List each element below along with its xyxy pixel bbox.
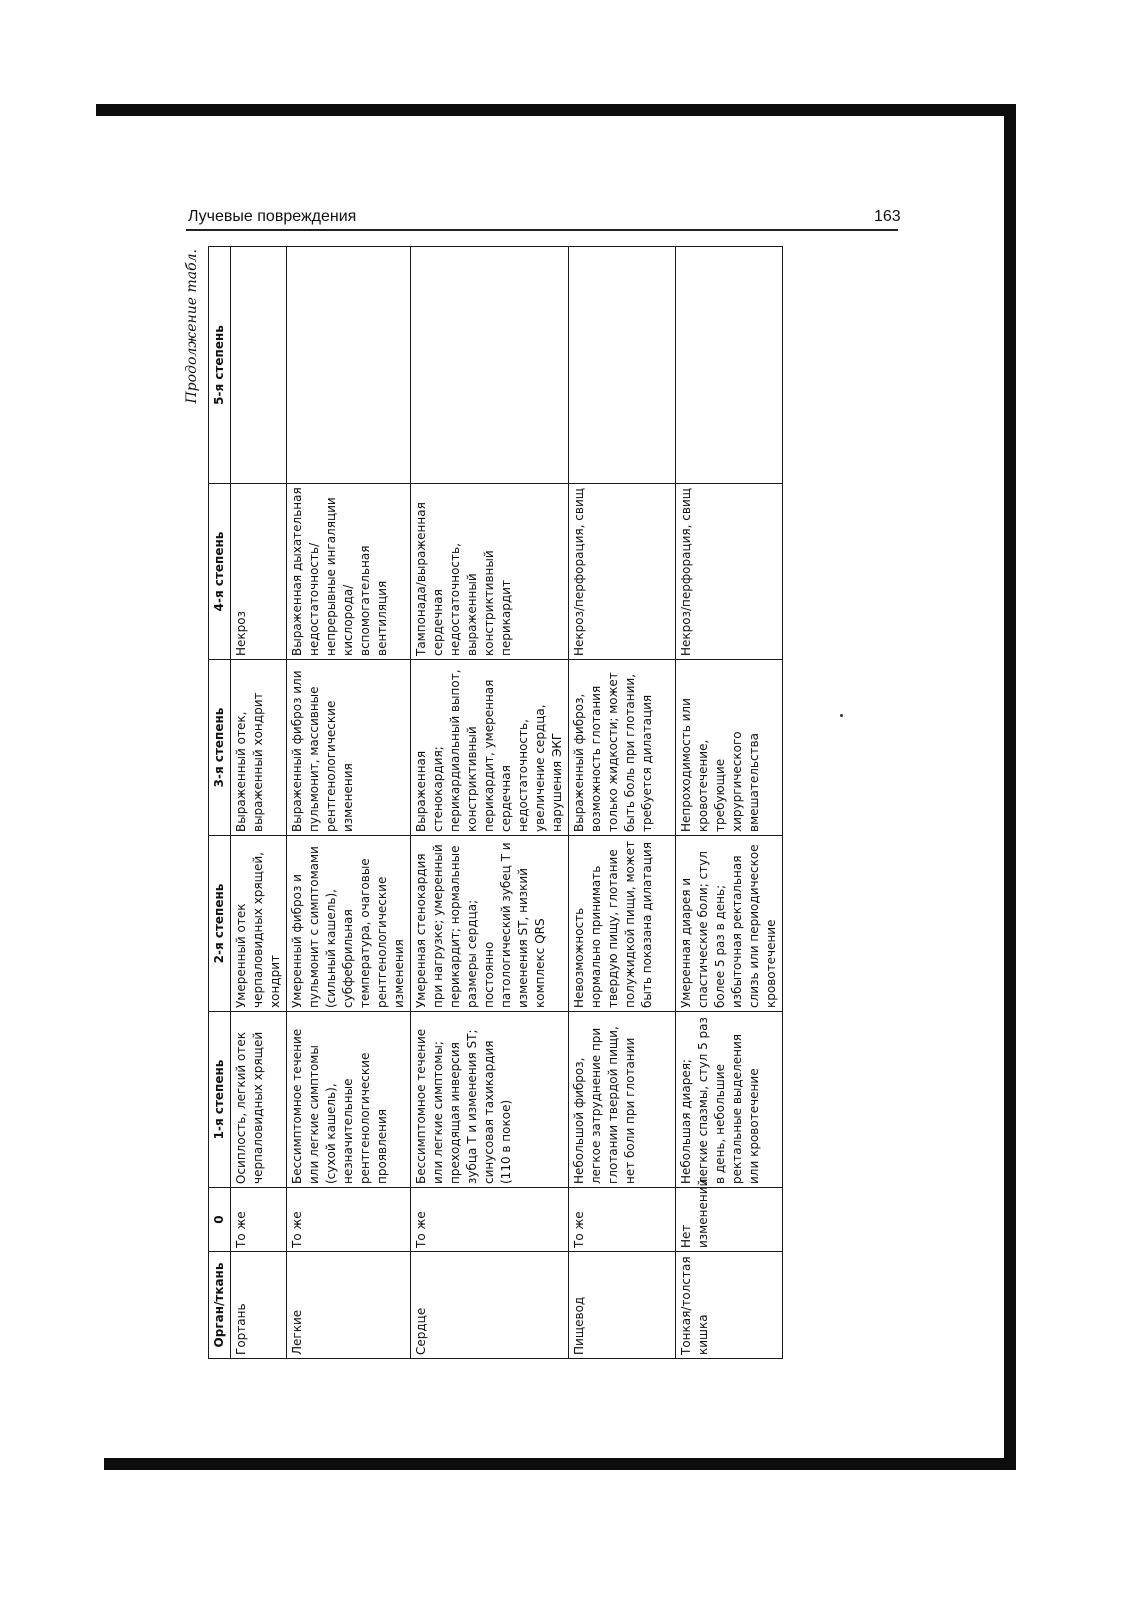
cell-grade-3: Выраженный фиброз, возможность глотания только жидкости; может быть боль при глотании, требуется дилатация <box>569 660 676 836</box>
col-header-grade-1: 1-я степень <box>209 1012 231 1188</box>
col-header-grade-5: 5-я степень <box>209 247 231 484</box>
cell-grade-5 <box>676 247 783 484</box>
cell-grade-2: Умеренный фиброз и пульмонит с симптомами (сильный кашель), субфебрильная температура, очаговые рентгенологические изменения <box>287 836 411 1012</box>
cell-organ: Пищевод <box>569 1252 676 1359</box>
page-frame-bottom <box>104 1458 1016 1470</box>
cell-grade-2: Умеренная диарея и спастические боли; стул более 5 раз в день; избыточная ректальная слизь или периодическое кровотечение <box>676 836 783 1012</box>
cell-grade-4: Некроз/перфорация, свищ <box>569 484 676 660</box>
cell-organ: Тонкая/толстая кишка <box>676 1252 783 1359</box>
cell-grade-5 <box>411 247 569 484</box>
cell-grade-4: Тампонада/выраженная сердечная недостаточность, выраженный констриктивный перикардит <box>411 484 569 660</box>
cell-grade-1: Бессимптомное течение или легкие симптомы (сухой кашель), незначительные рентгенологические проявления <box>287 1012 411 1188</box>
col-header-grade-2: 2-я степень <box>209 836 231 1012</box>
cell-organ: Сердце <box>411 1252 569 1359</box>
cell-grade-4: Выраженная дыхательная недостаточность/непрерывные ингаляции кислорода/вспомогательная вентиляция <box>287 484 411 660</box>
table-row-bowel <box>676 247 783 1359</box>
cell-grade-3: Выраженный фиброз или пульмонит, массивные рентгенологические изменения <box>287 660 411 836</box>
cell-grade-1: Бессимптомное течение или легкие симптомы; преходящая инверсия зубца T и изменения ST; синусовая тахикардия (110 в покое) <box>411 1012 569 1188</box>
cell-grade-0: То же <box>411 1188 569 1252</box>
scan-speck <box>840 714 843 717</box>
col-header-grade-0: 0 <box>209 1188 231 1252</box>
table-row-esophagus <box>569 247 676 1359</box>
cell-grade-4: Некроз/перфорация, свищ <box>676 484 783 660</box>
cell-grade-2: Умеренная стенокардия при нагрузке; умеренный перикардит; нормальные размеры сердца; постоянно патологический зубец T и изменения ST, низкий комплекс QRS <box>411 836 569 1012</box>
cell-grade-5 <box>569 247 676 484</box>
cell-grade-2: Невозможность нормально принимать твердую пищу, глотание полужидкой пищи, может быть показана дилатация <box>569 836 676 1012</box>
col-header-organ: Орган/ткань <box>209 1252 231 1359</box>
cell-grade-1: Осиплость, легкий отек черпаловидных хрящей <box>231 1012 287 1188</box>
radiation-toxicity-table <box>208 246 783 1359</box>
cell-grade-4: Некроз <box>231 484 287 660</box>
cell-grade-0: То же <box>569 1188 676 1252</box>
cell-grade-5 <box>231 247 287 484</box>
table-caption: Продолжение табл. <box>184 249 200 404</box>
cell-grade-3: Непроходимость или кровотечение, требующие хирургического вмешательства <box>676 660 783 836</box>
table-header-row <box>209 247 231 1359</box>
header-rule <box>186 229 898 231</box>
cell-grade-0: То же <box>287 1188 411 1252</box>
cell-grade-3: Выраженная стенокардия; перикардиальный выпот, констриктивный перикардит, умеренная сердечная недостаточность, увеличение сердца, нарушения ЭКГ <box>411 660 569 836</box>
page-frame-top <box>96 104 1016 116</box>
cell-grade-1: Небольшая диарея; легкие спазмы, стул 5 раз в день, небольшие ректальные выделения или кровотечение <box>676 1012 783 1188</box>
cell-grade-5 <box>287 247 411 484</box>
table-row-larynx <box>231 247 287 1359</box>
page-frame-right <box>1004 104 1016 1470</box>
col-header-grade-4: 4-я степень <box>209 484 231 660</box>
running-title: Лучевые повреждения <box>188 208 357 225</box>
cell-grade-2: Умеренный отек черпаловидных хрящей, хондрит <box>231 836 287 1012</box>
cell-grade-3: Выраженный отек, выраженный хондрит <box>231 660 287 836</box>
cell-organ: Легкие <box>287 1252 411 1359</box>
cell-grade-0: То же <box>231 1188 287 1252</box>
col-header-grade-3: 3-я степень <box>209 660 231 836</box>
cell-organ: Гортань <box>231 1252 287 1359</box>
cell-grade-1: Небольшой фиброз, легкое затруднение при глотании твердой пищи, нет боли при глотании <box>569 1012 676 1188</box>
cell-grade-0: Нет изменений <box>676 1188 783 1252</box>
table-row-heart <box>411 247 569 1359</box>
page-number: 163 <box>874 208 901 225</box>
rotated-table-container <box>184 247 808 1359</box>
table-row-lungs <box>287 247 411 1359</box>
